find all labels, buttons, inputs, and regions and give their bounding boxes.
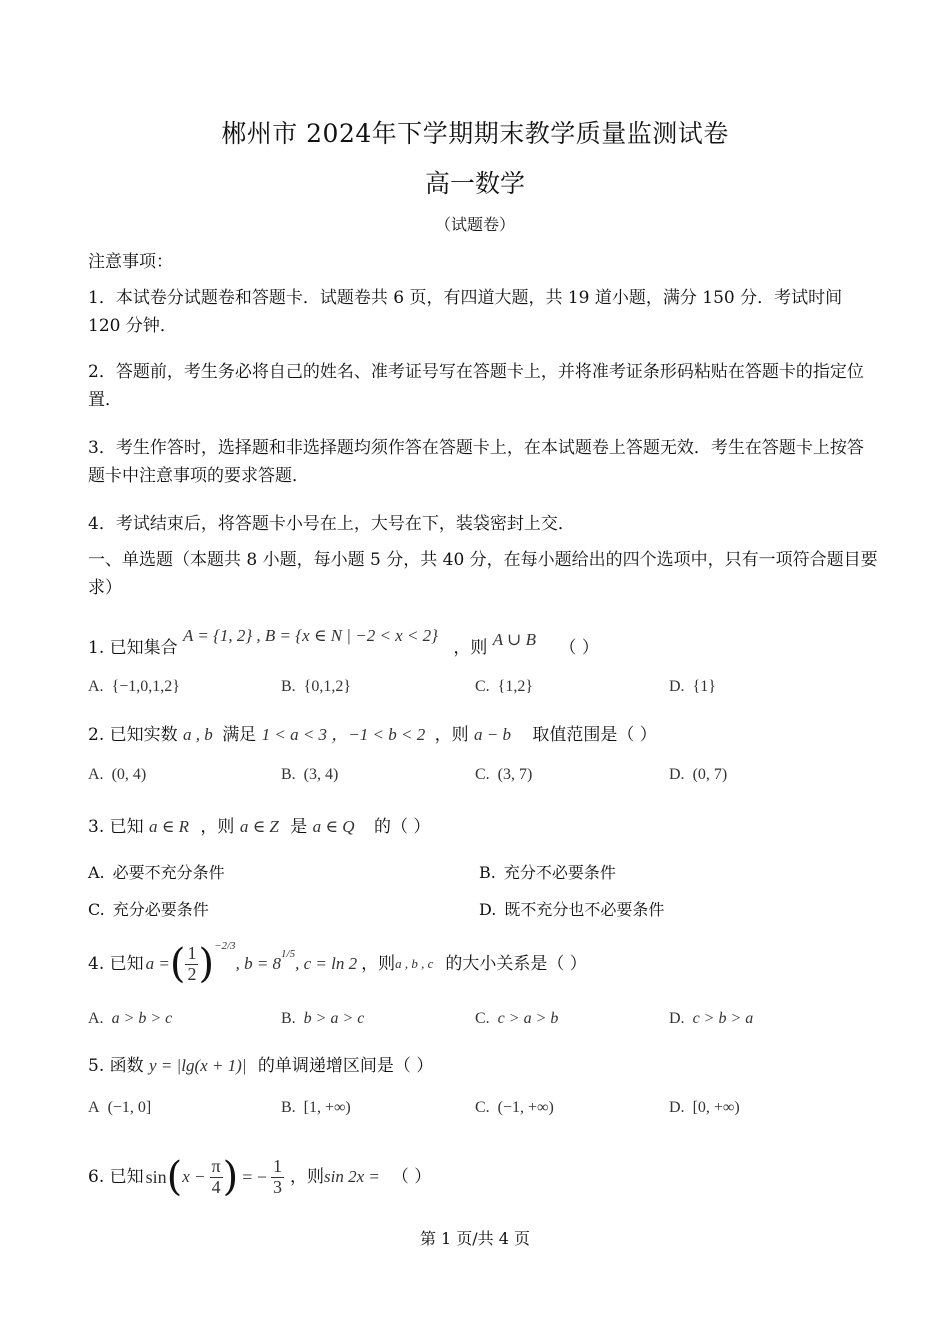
option-value: a > b > c [111, 1010, 173, 1027]
option-value: b > a > c [303, 1010, 365, 1027]
q4-option-a[interactable] [88, 1010, 172, 1028]
q3-math-3: a ∈ Q [312, 817, 355, 836]
subject-title: 高一数学 [424, 169, 525, 198]
q4-fraction-half: $\frac{1}{2}$ [187, 942, 197, 984]
q1-option-a[interactable] [88, 678, 180, 696]
q6-math-sin: sin [145, 1167, 167, 1187]
option-value: [1, +∞) [303, 1099, 351, 1116]
option-label: D. [669, 766, 685, 783]
q1-stem-post: （ ） [559, 638, 599, 658]
option-value: c > a > b [497, 1010, 559, 1027]
q3-option-c[interactable] [88, 897, 209, 920]
q3-math-2: a ∈ Z [239, 817, 279, 836]
option-value: {0,1,2} [303, 678, 352, 695]
q6-stem-pre: 6. 已知 [88, 1167, 144, 1187]
q3-option-d[interactable] [479, 897, 664, 920]
question-3 [88, 813, 430, 841]
q3-stem-mid: ，则 [200, 817, 235, 837]
q4-stem-mid: ，则 [361, 954, 396, 974]
option-label: A. [88, 863, 105, 882]
option-label: C. [475, 1010, 490, 1027]
q6-paren-open: ( [166, 1154, 183, 1200]
q2-stem-pre: 2. 已知实数 [88, 725, 178, 745]
q4-math-b: , b = 8 [235, 954, 282, 973]
q5-option-d[interactable] [669, 1099, 740, 1117]
q4-math-c: , c = ln 2 [295, 954, 358, 973]
q6-stem-mid: ，则 [290, 1167, 325, 1187]
q4-stem-pre: 4. 已知 [88, 954, 144, 974]
q2-stem-mid: 满足 [222, 725, 257, 745]
q5-option-a[interactable] [88, 1099, 151, 1117]
q6-fraction-pi-4: $\frac{\pi}{4}$ [211, 1155, 221, 1197]
q3-stem-pre: 3. 已知 [88, 817, 144, 837]
option-label: A. [88, 678, 104, 695]
q3-option-b[interactable] [479, 860, 616, 883]
q5-option-c[interactable] [475, 1099, 554, 1117]
q4-exponent-a: −2/3 [214, 940, 236, 952]
q6-stem-post: （ ） [391, 1167, 432, 1187]
option-label: A. [88, 1010, 104, 1027]
q1-math-union: A ∪ B [492, 630, 537, 649]
option-value: (3, 7) [497, 766, 533, 783]
q4-option-d[interactable] [669, 1010, 753, 1028]
question-2 [88, 721, 657, 749]
q1-option-d[interactable] [669, 678, 716, 696]
option-value: 既不充分也不必要条件 [504, 900, 665, 919]
question-6 [88, 1150, 431, 1204]
q5-math-function: y = |lg(x + 1)| [149, 1056, 247, 1075]
option-label: D. [669, 678, 685, 695]
question-4 [88, 934, 587, 994]
q2-math-vars: a , b [183, 725, 213, 744]
q3-stem-post: 的（ ） [373, 817, 431, 837]
option-label: B. [281, 1010, 296, 1027]
section-heading: 一、单选题（本题共 8 小题，每小题 5 分，共 40 分，在每小题给出的四个选项中，只有一项符合题目要求） [88, 550, 878, 598]
q4-math-a: a = [145, 954, 170, 973]
q2-math-conditions: 1 < a < 3 ，−1 < b < 2 [261, 725, 426, 744]
option-value: {−1,0,1,2} [111, 678, 180, 695]
option-value: 充分必要条件 [112, 900, 209, 919]
q1-option-b[interactable] [281, 678, 351, 696]
option-label: C. [475, 678, 490, 695]
q4-option-c[interactable] [475, 1010, 558, 1028]
page-number: 第 1 页/共 4 页 [419, 1229, 531, 1248]
option-value: 必要不充分条件 [112, 863, 225, 882]
option-value: (3, 4) [303, 766, 339, 783]
option-value: (0, 7) [692, 766, 728, 783]
paper-type-note: （试题卷） [434, 215, 515, 234]
option-value: {1,2} [497, 678, 534, 695]
q4-paren-open: ( [169, 941, 186, 987]
option-label: C. [475, 766, 490, 783]
option-value: {1} [692, 678, 716, 695]
q3-stem-mid2: 是 [290, 817, 308, 837]
q2-option-a[interactable] [88, 766, 146, 784]
option-label: C. [475, 1099, 490, 1116]
q3-math-1: a ∈ R [149, 817, 189, 836]
notice-item-1: 1．本试卷分试题卷和答题卡．试题卷共 6 页，有四道大题，共 19 道小题，满分 150 分．考试时间 120 分钟． [88, 288, 843, 336]
notice-heading: 注意事项： [88, 252, 173, 272]
question-1 [88, 626, 599, 662]
option-label: B. [281, 678, 296, 695]
q1-math-sets: A = {1, 2} , B = {x ∈ N | −2 < x < 2} [183, 626, 438, 645]
q1-stem-mid: ，则 [453, 638, 488, 658]
notice-item-4: 4．考试结束后，将答题卡小号在上，大号在下，装袋密封上交． [88, 514, 575, 534]
option-label: C. [88, 900, 105, 919]
option-label: D. [669, 1099, 685, 1116]
notice-item-3: 3．考生作答时，选择题和非选择题均须作答在答题卡上，在本试题卷上答题无效．考生在答题卡上按答题卡中注意事项的要求答题． [88, 438, 864, 486]
q5-stem-post: 的单调递增区间是（ ） [257, 1056, 434, 1076]
q2-stem-mid2: ，则 [434, 725, 469, 745]
q4-option-b[interactable] [281, 1010, 364, 1028]
q6-math-sin2x: sin 2x = [324, 1167, 380, 1186]
option-value: (0, 4) [111, 766, 147, 783]
q2-math-diff: a − b [474, 725, 511, 744]
option-label: D. [669, 1010, 685, 1027]
q4-exponent-b: 1/5 [281, 948, 296, 960]
option-label: B. [281, 1099, 296, 1116]
option-value: 充分不必要条件 [503, 863, 616, 882]
option-label: A [88, 1099, 100, 1116]
notice-item-2: 2．答题前，考生务必将自己的姓名、准考证号写在答题卡上，并将准考证条形码粘贴在答题卡的指定位置． [88, 362, 864, 410]
option-value: (−1, +∞) [497, 1099, 554, 1116]
q1-option-c[interactable] [475, 678, 533, 696]
q6-math-x: x − [182, 1167, 206, 1186]
q2-stem-post: 取值范围是（ ） [532, 725, 657, 745]
option-label: B. [281, 766, 296, 783]
option-label: A. [88, 766, 104, 783]
q6-math-eq: = − [242, 1167, 268, 1187]
option-value: (−1, 0] [107, 1099, 152, 1116]
question-5 [88, 1052, 433, 1080]
q4-stem-post: 的大小关系是（ ） [445, 954, 587, 974]
q2-option-d[interactable] [669, 766, 727, 784]
q2-option-b[interactable] [281, 766, 338, 784]
q6-paren-close: ) [222, 1154, 239, 1200]
option-value: [0, +∞) [692, 1099, 740, 1116]
q5-stem-pre: 5. 函数 [88, 1056, 144, 1076]
option-label: D. [479, 900, 497, 919]
q2-option-c[interactable] [475, 766, 532, 784]
q5-option-b[interactable] [281, 1099, 351, 1117]
q1-stem-pre: 1. 已知集合 [88, 638, 178, 658]
q4-paren-close: ) [198, 941, 215, 987]
q6-fraction-1-3: $\frac{1}{3}$ [273, 1155, 283, 1197]
q3-option-a[interactable] [88, 860, 225, 883]
q4-math-vars: a , b , c [395, 956, 434, 971]
option-label: B. [479, 863, 496, 882]
option-value: c > b > a [692, 1010, 754, 1027]
exam-title: 郴州市 2024年下学期期末教学质量监测试卷 [221, 119, 729, 148]
